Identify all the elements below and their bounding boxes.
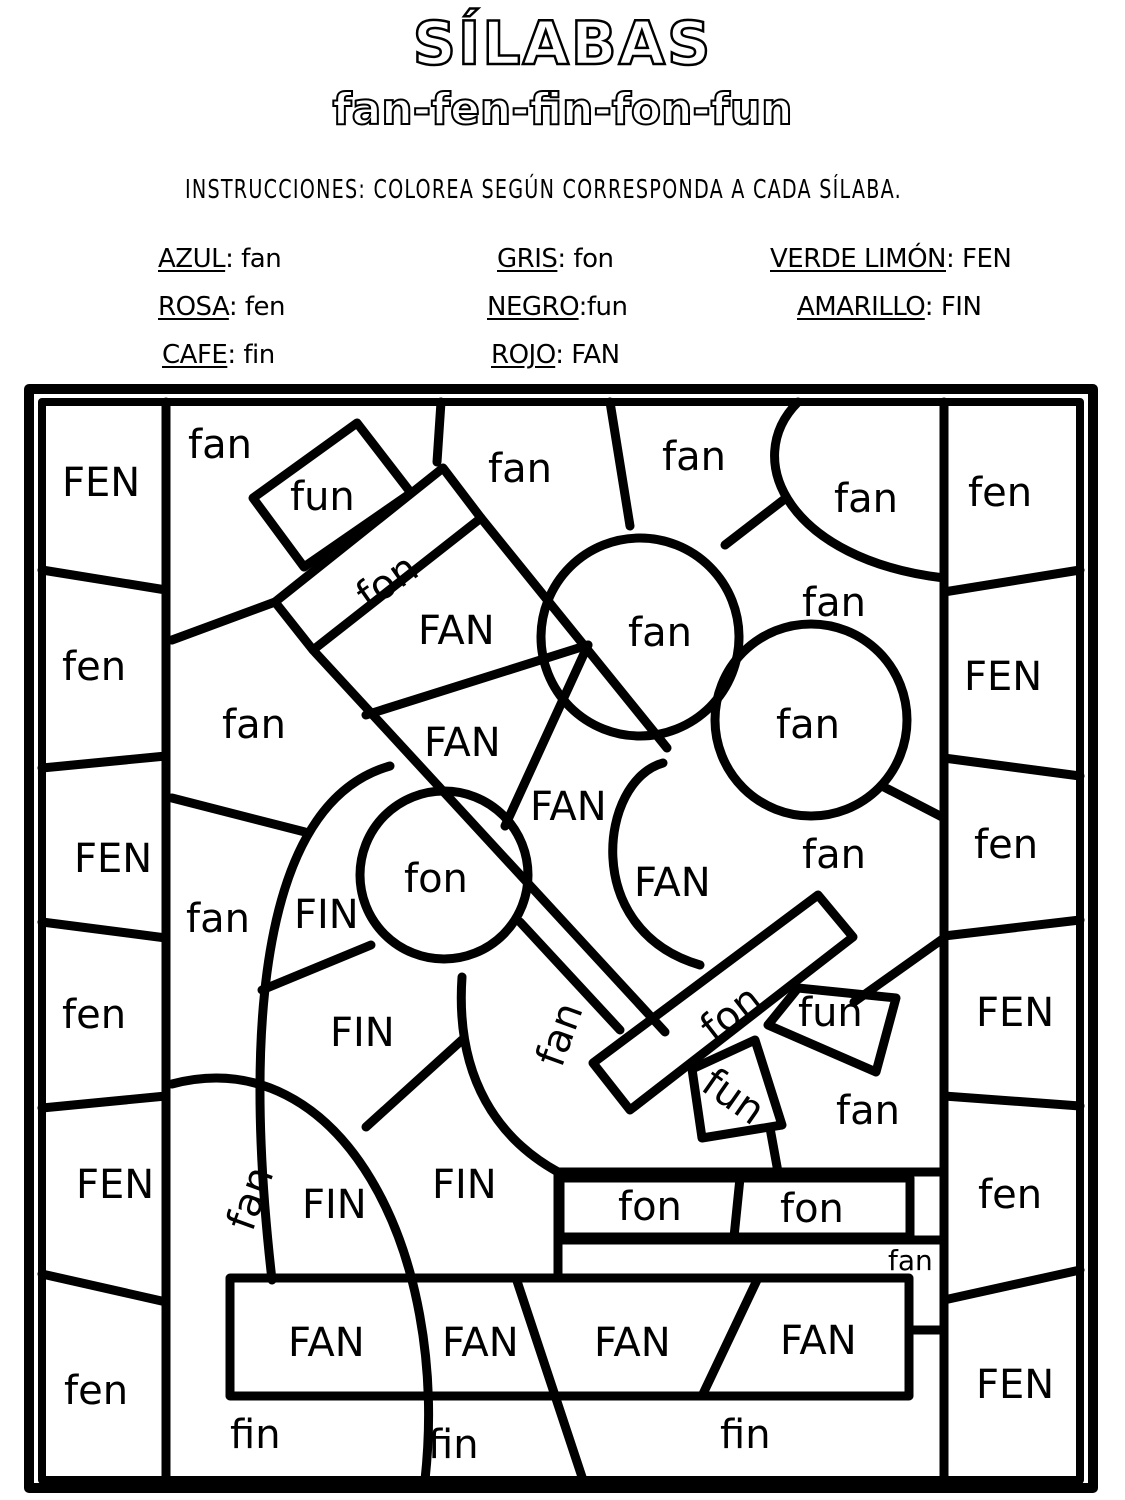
key-item-gris: GRIS: fon (497, 244, 614, 274)
region-label: FAN (530, 784, 607, 830)
region-label: FAN (594, 1320, 671, 1366)
region-label: fen (62, 992, 127, 1038)
worksheet-subtitle: fan-fen-fin-fon-fun (332, 84, 793, 135)
region-label: fon (404, 856, 468, 902)
region-label: FEN (76, 1162, 155, 1208)
key-item-verde-limon: VERDE LIMÓN: FEN (770, 244, 1012, 274)
region-label: fon (347, 544, 427, 620)
worksheet-title: SÍLABAS (412, 9, 713, 79)
region-label: fen (968, 470, 1033, 516)
region-label: fan (802, 832, 866, 878)
region-label: fan (186, 896, 250, 942)
region-label: fun (693, 1059, 774, 1135)
region-label: fan (488, 446, 552, 492)
region-label: FEN (976, 1362, 1055, 1408)
region-label: fen (974, 822, 1039, 868)
key-item-negro: NEGRO:fun (487, 292, 628, 322)
region-label: fon (618, 1184, 682, 1230)
region-label: fan (836, 1088, 900, 1134)
region-label: fan (802, 580, 866, 626)
region-label: fan (188, 422, 252, 468)
region-label: FAN (288, 1320, 365, 1366)
region-label: FAN (418, 608, 495, 654)
region-label: FEN (74, 836, 153, 882)
region-label: fan (662, 434, 726, 480)
region-label: fan (834, 476, 898, 522)
region-label: FIN (432, 1162, 497, 1208)
region-label: fen (978, 1172, 1043, 1218)
region-label: FEN (976, 990, 1055, 1036)
region-label: fan (776, 702, 840, 748)
region-label: fun (798, 990, 863, 1036)
region-label: fan (222, 702, 286, 748)
region-label: fin (230, 1412, 281, 1458)
region-label: fin (720, 1412, 771, 1458)
region-label: fon (780, 1186, 844, 1232)
region-label: FIN (330, 1010, 395, 1056)
key-item-amarillo: AMARILLO: FIN (797, 292, 982, 322)
region-label: FEN (62, 460, 141, 506)
region-label: fon (691, 976, 771, 1052)
region-label: FAN (634, 860, 711, 906)
region-label: fen (64, 1368, 129, 1414)
region-label: fan (888, 1244, 933, 1277)
key-item-rosa: ROSA: fen (158, 292, 286, 322)
key-item-azul: AZUL: fan (158, 244, 282, 274)
key-item-rojo: ROJO: FAN (491, 340, 620, 370)
region-label: fan (218, 1160, 284, 1237)
region-label: FEN (964, 654, 1043, 700)
instructions-text: INSTRUCCIONES: COLOREA SEGÚN CORRESPONDA A CADA SÍLABA. (185, 175, 902, 205)
region-label: FAN (442, 1320, 519, 1366)
region-label: FIN (302, 1182, 367, 1228)
region-label: fen (62, 644, 127, 690)
region-label: FIN (294, 892, 359, 938)
region-label: FAN (780, 1318, 857, 1364)
key-item-cafe: CAFE: fin (162, 340, 275, 370)
region-label: fan (527, 996, 593, 1073)
region-label: FAN (424, 720, 501, 766)
region-label: fun (290, 474, 355, 520)
region-label: fin (428, 1422, 479, 1468)
region-label: fan (628, 610, 692, 656)
